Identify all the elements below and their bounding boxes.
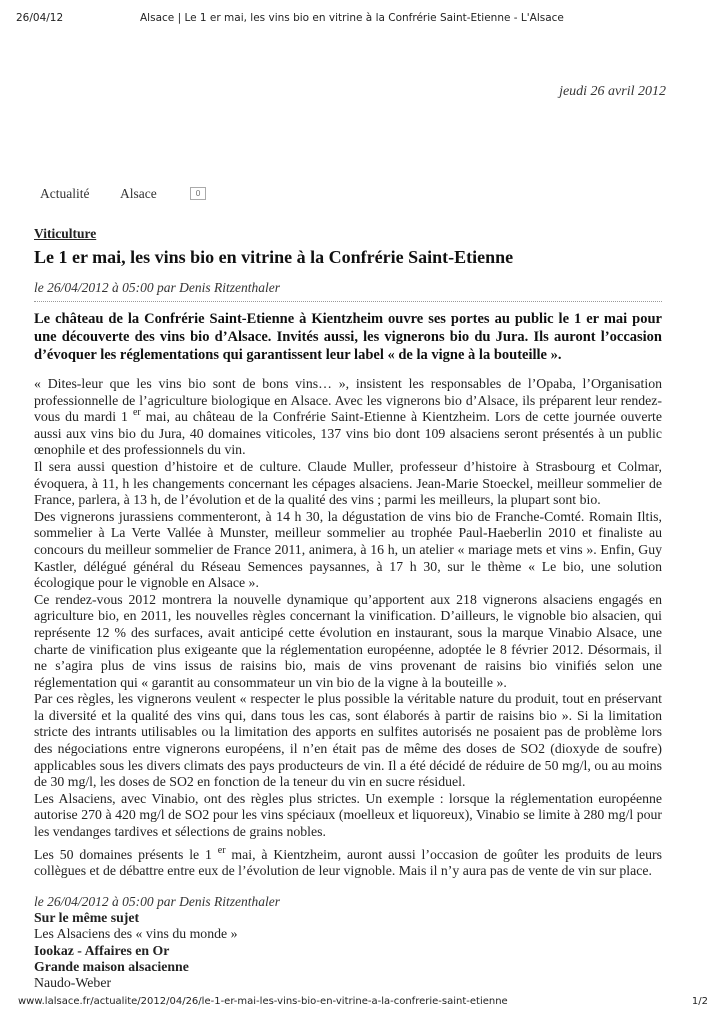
footer-byline: le 26/04/2012 à 05:00 par Denis Ritzenthaler — [34, 893, 280, 909]
article-paragraph: Les 50 domaines présents le 1 $^{er}$ mai, à Kientzheim, auront aussi l’occasion de goûter les produits de leurs collègues et de débattre entre eux de l’évolution de leur vignoble. Mais il n’y aura pas de vente de vin sur place. — [34, 844, 663, 879]
print-date: 26/04/12 — [16, 12, 64, 24]
nav-link-actualite[interactable]: Actualité — [40, 186, 90, 201]
related-link[interactable]: Naudo-Weber — [34, 975, 112, 991]
article-paragraph: Par ces règles, les vignerons veulent « respecter le plus possible la véritable nature du produit, tout en préservant la diversité et la qualité des vins qui, dans tous les cas, sont élaborés à partir de raisins bio ». Si la limitation stricte des intrants utilisables ou la limitation des apports en sulfites autorisés ne posaient pas de problème lors des négociations entre vignerons européens, il n’en était pas de même des doses de SO2 (dioxyde de soufre) applicables sous les divers climats des pays producteurs de vin. Il a été décidé de réduire de 50 mg/l, ou au moins de 30 mg/l, les doses de SO2 en fonction de la teneur du vin en sucre résiduel. — [34, 691, 662, 790]
comment-count-badge[interactable]: 0 — [190, 187, 206, 200]
article-paragraph: Il sera aussi question d’histoire et de culture. Claude Muller, professeur d’histoire à Strasbourg et Colmar, évoquera, à 11, h les changements concernant les cépages alsaciens. Jean-Marie Stoeckel, meilleur sommelier de France, parlera, à 13 h, de l’évolution et de la qualité des vins ; parmi les meilleurs, la plupart sont bio. — [34, 458, 662, 508]
article — [34, 226, 662, 992]
article-paragraph: Ce rendez-vous 2012 montrera la nouvelle dynamique qu’apportent aux 218 vignerons alsaciens engagés en agriculture bio, en 2011, les nouvelles règles concernant la vinification. D’ailleurs, le vignoble bio alsacien, qui représente 12 % des surfaces, avait anticipé cette évolution en instaurant, sous la marque Vinabio Alsace, une charte de vinification plus exigeante que la réglementation européenne, adoptée le 8 février 2012. Désormais, il ne s’agira plus de vins issus de raisins bio, mais de vins provenant de raisins bio vinifiés selon une réglementation qui « garantit au consommateur un vin bio de la vigne à la bouteille ». — [34, 591, 662, 690]
article-paragraph: « Dites-leur que les vins bio sont de bons vins… », insistent les responsables de l’Opaba, l’Organisation professionnelle de l’agriculture biologique en Alsace. Avec les vignerons bio d’Alsace, ils préparent leur rendez-vous du mardi 1 $^{er}$ mai, au château de la Confrérie Saint-Etienne à Kientzheim. Lors de cette journée ouverte aussi aux vins bio du Jura, 40 domaines viticoles, 137 vins bio dont 109 alsaciens seront présentés à un public œnophile et des professionnels du vin. — [34, 376, 663, 458]
related-link[interactable]: Iookaz - Affaires en Or — [34, 942, 170, 958]
print-header — [16, 12, 708, 28]
related-articles — [34, 910, 662, 992]
related-heading: Sur le même sujet — [34, 909, 140, 925]
related-link[interactable]: Les Alsaciens des « vins du monde » — [34, 926, 238, 942]
article-headline: Le 1 er mai, les vins bio en vitrine à la Confrérie Saint-Etienne — [34, 247, 514, 267]
article-paragraph: Les Alsaciens, avec Vinabio, ont des règles plus strictes. Un exemple : lorsque la réglementation européenne autorise 270 à 420 mg/l de SO2 pour les vins spéciaux (moelleux et liquoreux), Vinabio se limite à 280 mg/l pour les vendanges tardives et sélections de grains nobles. — [34, 790, 662, 840]
article-paragraph: Des vignerons jurassiens commenteront, à 14 h 30, la dégustation de vins bio de Franche-Comté. Romain Iltis, sommelier à La Verte Vallée à Munster, meilleur sommelier au trophée Paul-Haeberlin 2010 et finaliste au concours du meilleur sommelier de France 2011, animera, à 16 h, un atelier « mariage mets et vins ». Enfin, Guy Kastler, délégué général du Réseau Semences paysannes, à 17 h 30, sur le thème « Le bio, une solution écologique pour le vignoble en Alsace ». — [34, 508, 662, 591]
print-footer — [18, 996, 708, 1010]
print-url: www.lalsace.fr/actualite/2012/04/26/le-1-er-mai-les-vins-bio-en-vitrine-a-la-confrerie-saint-etienne — [18, 996, 508, 1007]
related-link[interactable]: Grande maison alsacienne — [34, 959, 189, 975]
nav-link-alsace[interactable]: Alsace — [120, 186, 157, 201]
article-body — [34, 376, 662, 880]
article-lead: Le château de la Confrérie Saint-Etienne à Kientzheim ouvre ses portes au public le 1 er mai pour une découverte des vins bio d’Alsace. Invités aussi, les vignerons bio du Jura. Ils auront l’occasion d’évoquer les réglementations qui garantissent leur label « de la vigne à la bouteille ». — [34, 311, 662, 363]
publication-date: jeudi 26 avril 2012 — [559, 84, 666, 99]
print-page-number: 1/2 — [691, 996, 708, 1007]
article-byline: le 26/04/2012 à 05:00 par Denis Ritzenthaler — [34, 280, 662, 302]
article-category[interactable]: Viticulture — [34, 226, 97, 241]
print-page-title: Alsace | Le 1 er mai, les vins bio en vitrine à la Confrérie Saint-Etienne - L'Alsace — [140, 12, 564, 24]
